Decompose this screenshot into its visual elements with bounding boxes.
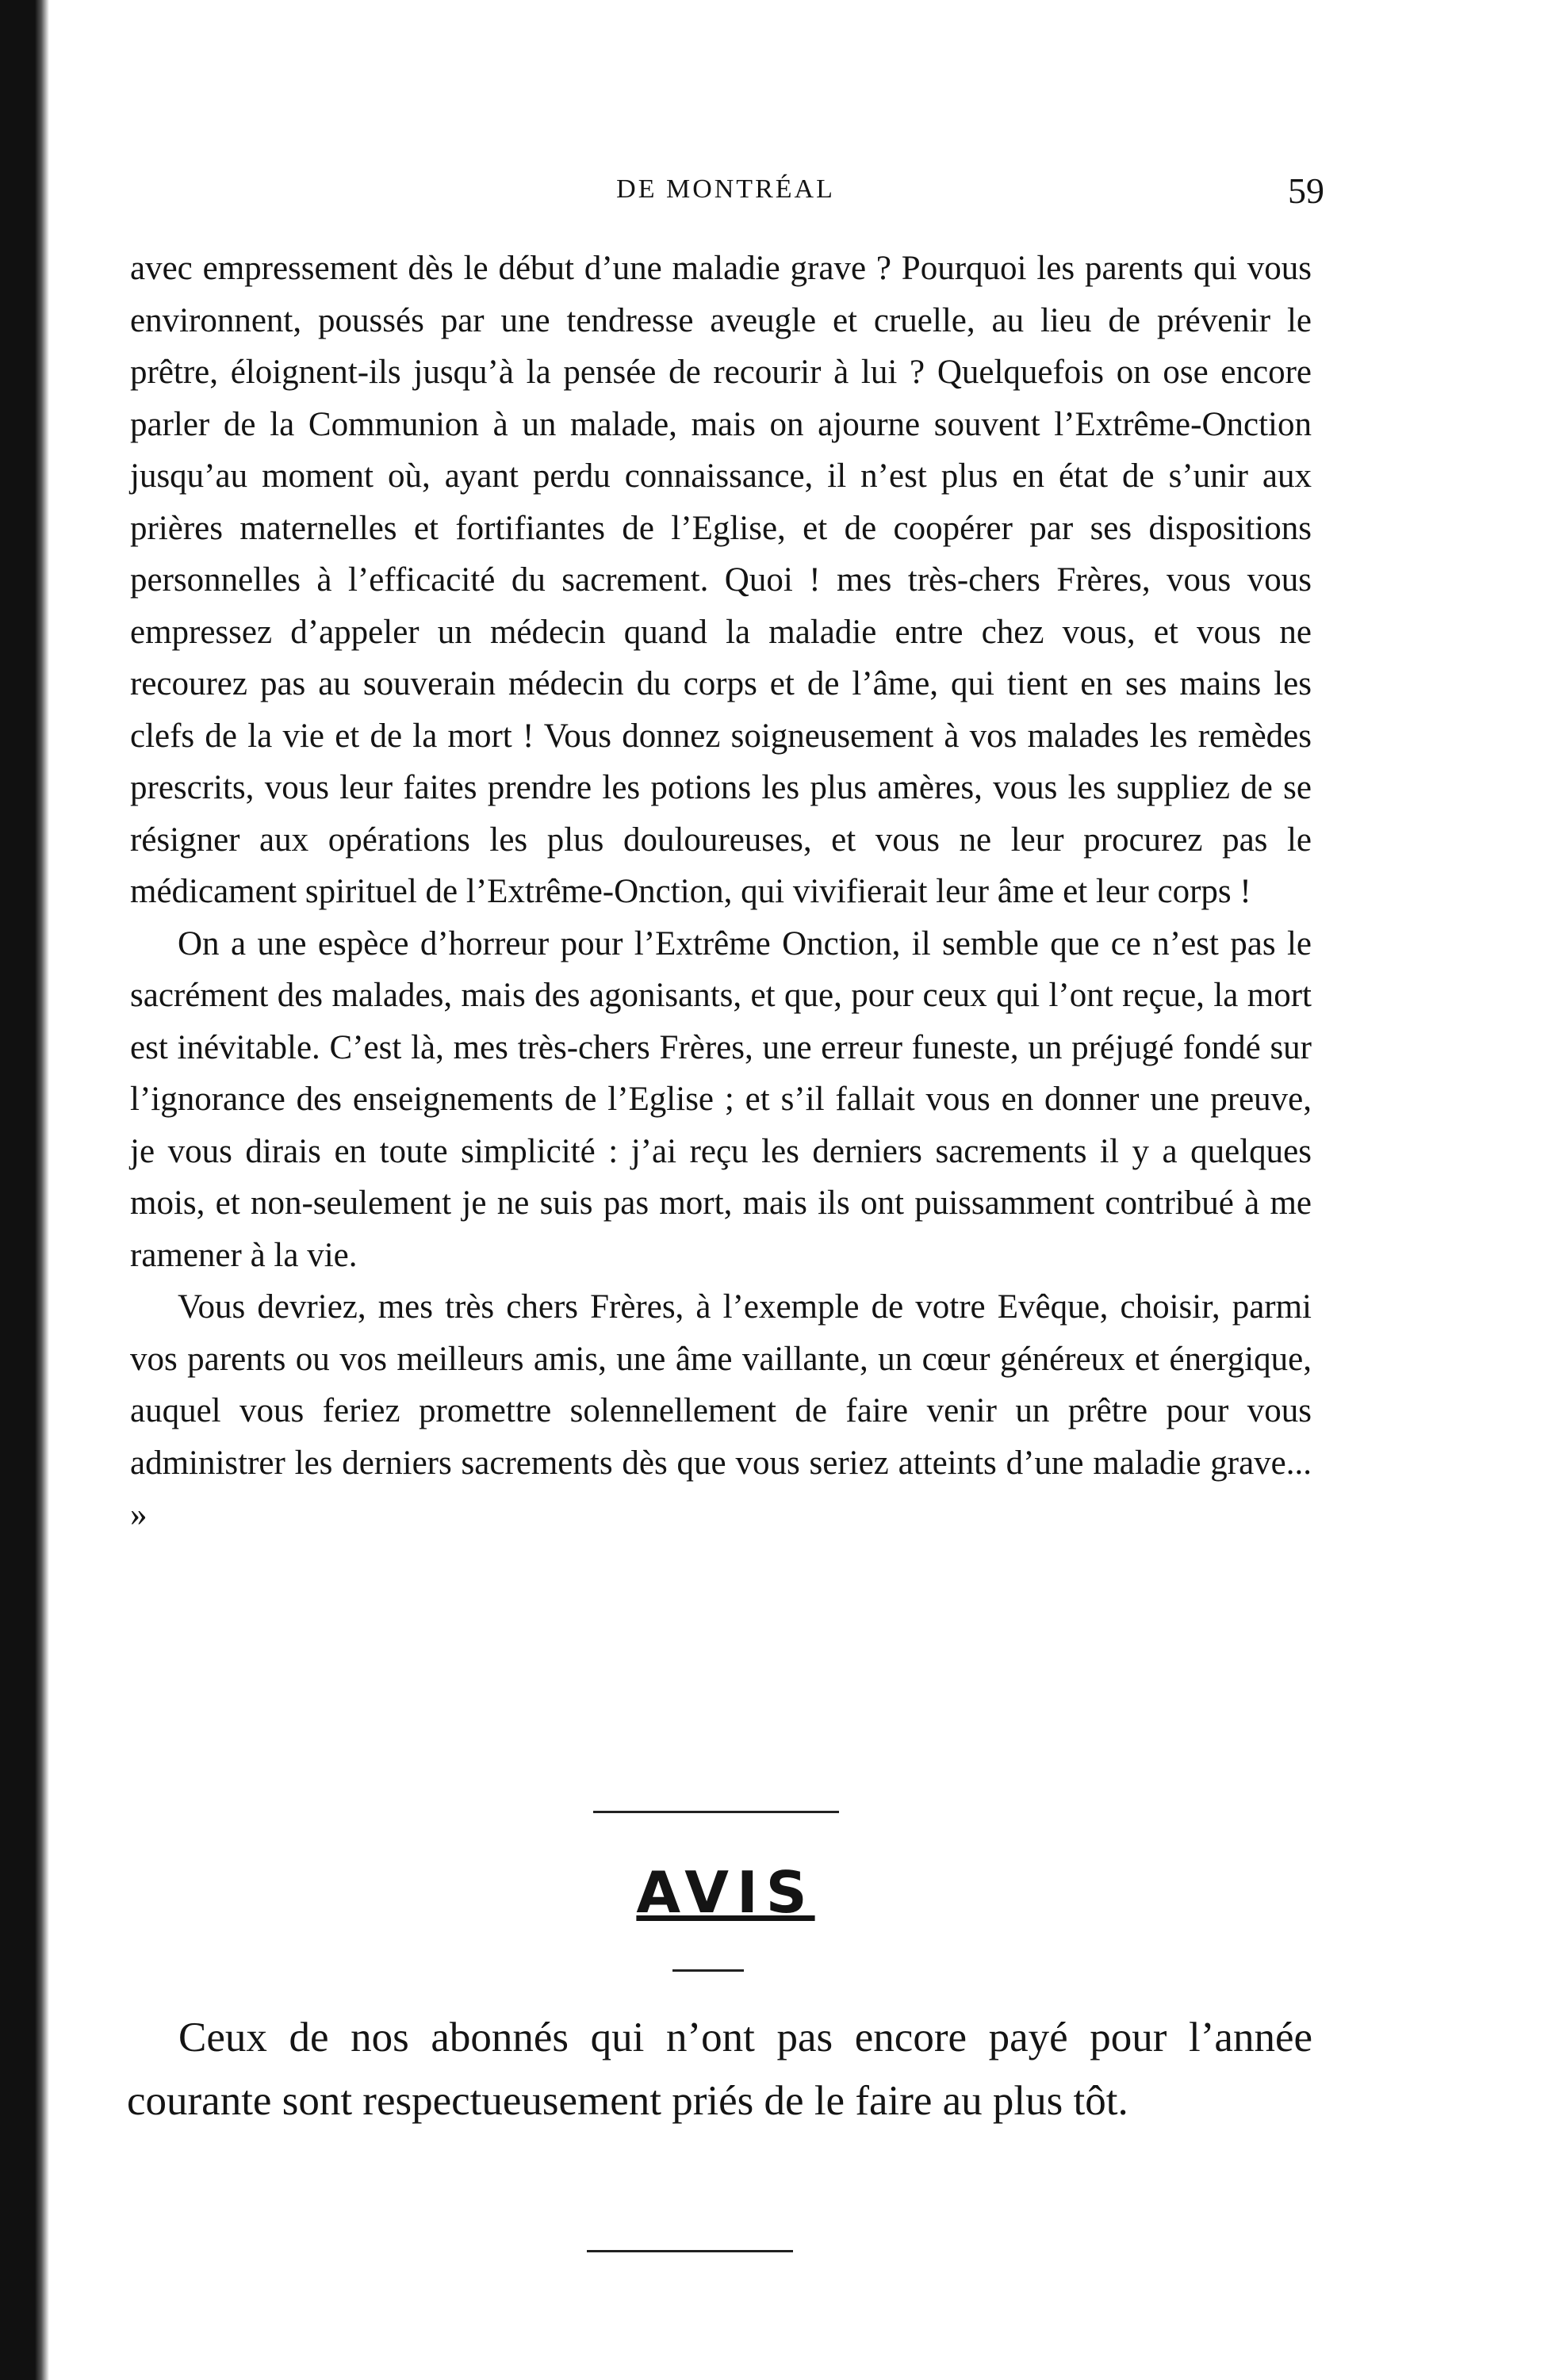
closing-rule xyxy=(587,2250,793,2252)
notice-title: AVIS xyxy=(636,1859,815,1926)
paragraph-3: Vous devriez, mes très chers Frères, à l’exemple de votre Evêque, choisir, parmi vos parents ou vos meilleurs amis, une âme vaillante, un cœur généreux et énergique, auquel vous feriez promettre solennellement de faire venir un prêtre pour vous administrer les derniers sacrements dès que vous seriez atteints d’une maladie grave... » xyxy=(130,1288,1312,1533)
notice-text: Ceux de nos abonnés qui n’ont pas encore payé pour l’année courante sont respectueusement priés de le faire au plus tôt. xyxy=(127,2015,1312,2124)
section-divider xyxy=(593,1811,839,1813)
body-text xyxy=(130,243,1312,1541)
page-header xyxy=(127,170,1324,217)
paragraph-2: On a une espèce d’horreur pour l’Extrême Onction, il semble que ce n’est pas le sacrément des malades, mais des agonisants, et que, pour ceux qui l’ont reçue, la mort est inévitable. C’est là, mes très-chers Frères, une erreur funeste, un préjugé fondé sur l’ignorance des enseignements de l’Eglise ; et s’il fallait vous en donner une preuve, je vous dirais en toute simplicité : j’ai reçu les derniers sacrements il y a quelques mois, et non-seulement je ne suis pas mort, mais ils ont puissamment contribué à me ramener à la vie. xyxy=(130,924,1312,1274)
page-binding-edge xyxy=(0,0,49,2380)
notice-title-rule xyxy=(672,1969,744,1972)
running-title: DE MONTRÉAL xyxy=(616,174,835,204)
page-number: 59 xyxy=(1288,170,1324,211)
paragraph-1: avec empressement dès le début d’une maladie grave ? Pourquoi les parents qui vous environnent, poussés par une tendresse aveugle et cruelle, au lieu de prévenir le prêtre, éloignent-ils jusqu’à la pensée de recourir à lui ? Quelquefois on ose encore parler de la Communion à un malade, mais on ajourne souvent l’Extrême-Onction jusqu’au moment où, ayant perdu connaissance, il n’est plus en état de s’unir aux prières maternelles et fortifiantes de l’Eglise, et de coopérer par ses dispositions personnelles à l’efficacité du sacrement. Quoi ! mes très-chers Frères, vous vous empressez d’appeler un médecin quand la maladie entre chez vous, et vous ne recourez pas au souverain médecin du corps et de l’âme, qui tient en ses mains les clefs de la vie et de la mort ! Vous donnez soigneusement à vos malades les remèdes prescrits, vous leur faites prendre les potions les plus amères, vous les suppliez de se résigner aux opérations les plus douloureuses, et vous ne leur procurez pas le médicament spirituel de l’Extrême-Onction, qui vivifierait leur âme et leur corps ! xyxy=(130,250,1312,910)
